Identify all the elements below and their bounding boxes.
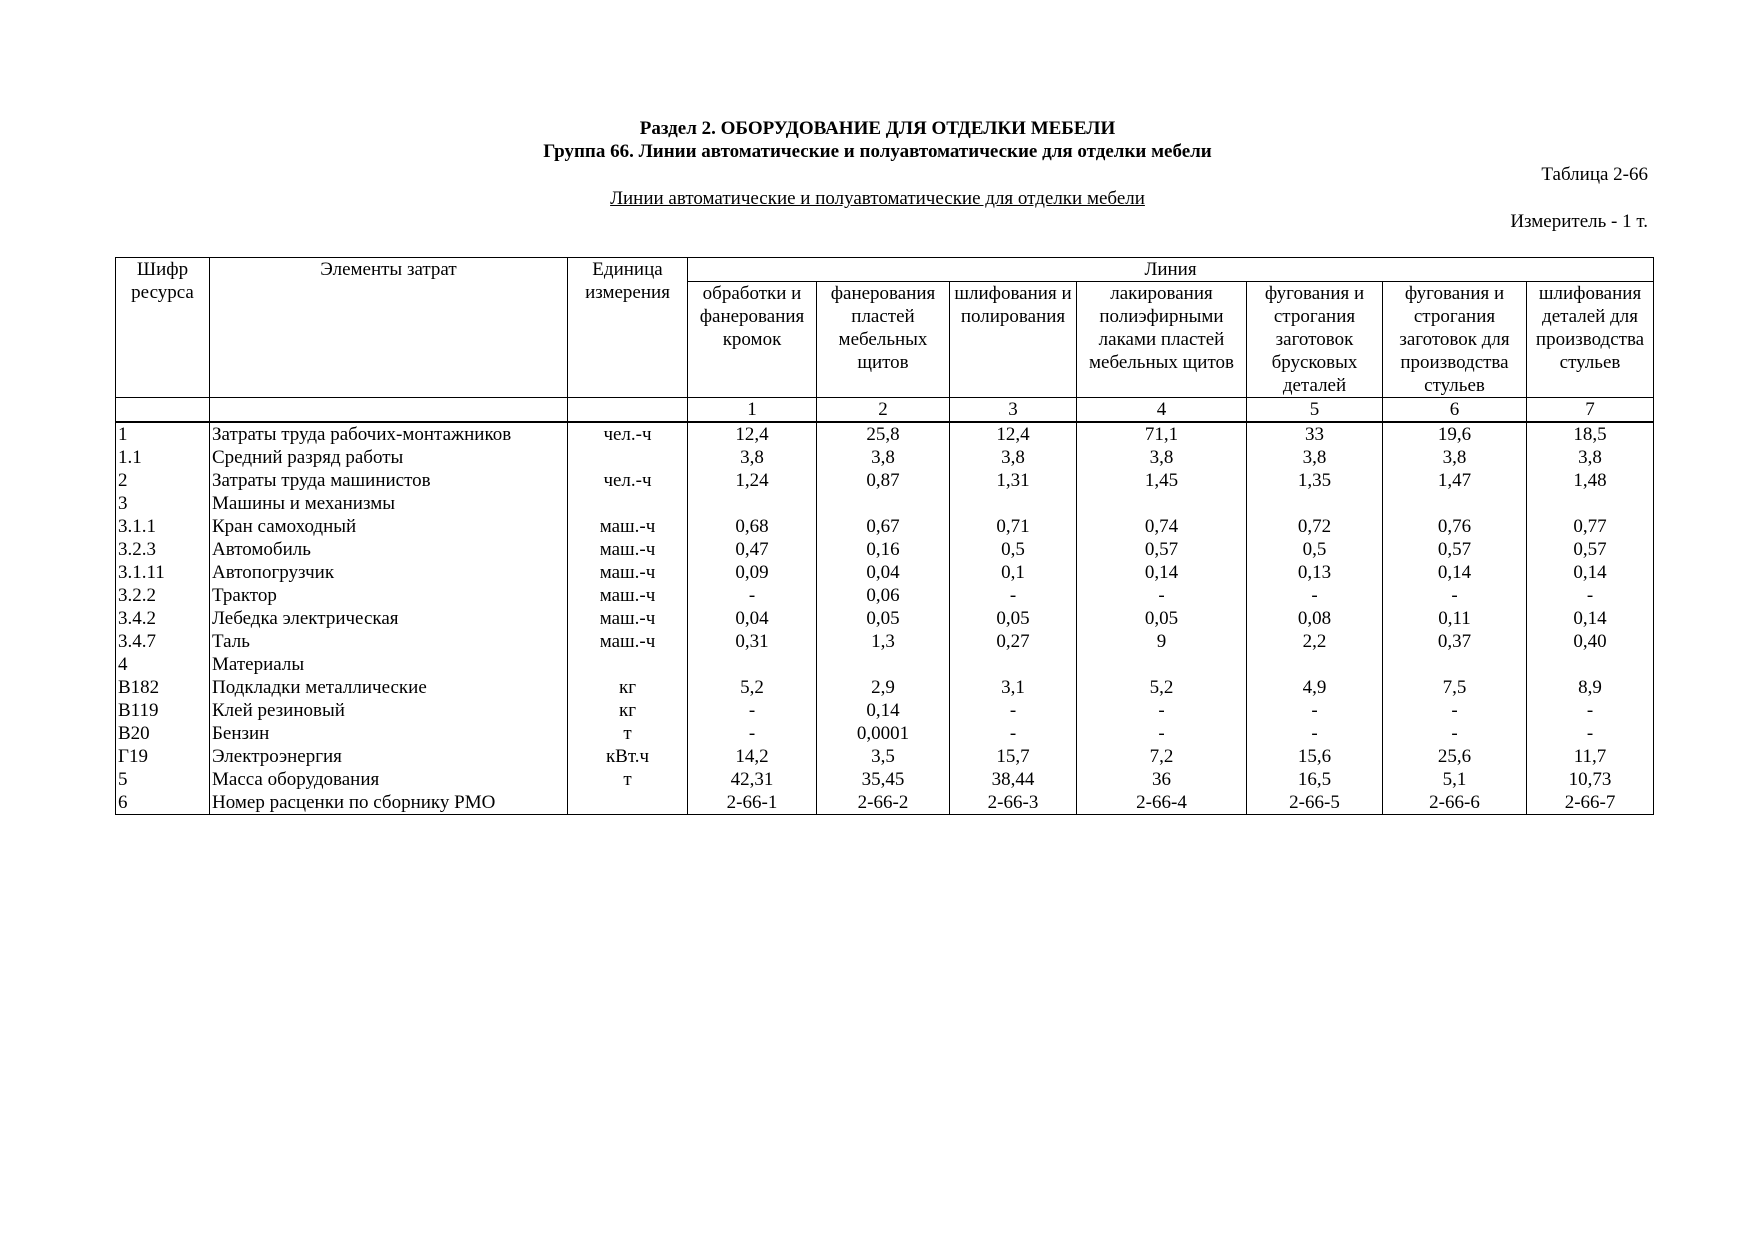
cell-resource-code: 3.4.7	[116, 630, 210, 653]
table-row	[116, 653, 1654, 676]
table-row	[116, 446, 1654, 469]
cell-unit: кВт.ч	[568, 745, 688, 768]
cell-value-line-3: 12,4	[950, 422, 1077, 446]
cell-value-line-6: 2-66-6	[1383, 791, 1527, 815]
table-row	[116, 492, 1654, 515]
cell-unit: т	[568, 722, 688, 745]
cell-value-line-1: 3,8	[688, 446, 817, 469]
cell-value-line-4: 71,1	[1077, 422, 1247, 446]
cell-value-line-4: 7,2	[1077, 745, 1247, 768]
cell-value-line-7: 0,77	[1527, 515, 1654, 538]
cell-value-line-7: 3,8	[1527, 446, 1654, 469]
cell-value-line-7: 10,73	[1527, 768, 1654, 791]
cell-value-line-6: 0,76	[1383, 515, 1527, 538]
cell-value-line-6: 0,37	[1383, 630, 1527, 653]
cell-unit: т	[568, 768, 688, 791]
cell-unit: маш.-ч	[568, 515, 688, 538]
cell-value-line-1: 0,47	[688, 538, 817, 561]
cell-value-line-1: -	[688, 584, 817, 607]
table-row	[116, 676, 1654, 699]
cell-value-line-5: 1,35	[1247, 469, 1383, 492]
table-row	[116, 768, 1654, 791]
cell-value-line-6: 0,11	[1383, 607, 1527, 630]
cell-value-line-5	[1247, 492, 1383, 515]
table-row	[116, 561, 1654, 584]
cell-resource-code: В20	[116, 722, 210, 745]
cell-resource-code: 1.1	[116, 446, 210, 469]
cell-value-line-3: 38,44	[950, 768, 1077, 791]
col-header-line-5: фугования и строгания заготовок брусковых деталей	[1247, 282, 1383, 398]
cell-unit: маш.-ч	[568, 538, 688, 561]
cell-value-line-5: 4,9	[1247, 676, 1383, 699]
cell-value-line-2: 35,45	[817, 768, 950, 791]
cell-resource-code: 3.2.2	[116, 584, 210, 607]
cell-element-name: Таль	[210, 630, 568, 653]
cell-value-line-7: 0,57	[1527, 538, 1654, 561]
measure-unit: Измеритель - 1 т.	[1510, 211, 1648, 232]
cell-value-line-3: 1,31	[950, 469, 1077, 492]
cell-element-name: Бензин	[210, 722, 568, 745]
cell-value-line-3: 3,1	[950, 676, 1077, 699]
cell-value-line-3: -	[950, 722, 1077, 745]
cell-value-line-2: 0,67	[817, 515, 950, 538]
cell-value-line-1: 0,09	[688, 561, 817, 584]
cell-element-name: Лебедка электрическая	[210, 607, 568, 630]
cell-value-line-5: 3,8	[1247, 446, 1383, 469]
cell-resource-code: 4	[116, 653, 210, 676]
cell-value-line-1	[688, 653, 817, 676]
cell-unit: чел.-ч	[568, 469, 688, 492]
table-subtitle: Линии автоматические и полуавтоматические для отделки мебели	[610, 188, 1145, 209]
cell-value-line-1: 0,04	[688, 607, 817, 630]
cell-value-line-7: 2-66-7	[1527, 791, 1654, 815]
cell-value-line-5: 0,5	[1247, 538, 1383, 561]
cell-element-name: Трактор	[210, 584, 568, 607]
cell-resource-code: 6	[116, 791, 210, 815]
cell-value-line-7	[1527, 492, 1654, 515]
cell-value-line-2: 0,0001	[817, 722, 950, 745]
cell-element-name: Машины и механизмы	[210, 492, 568, 515]
cell-value-line-1: 14,2	[688, 745, 817, 768]
table-body	[116, 422, 1654, 815]
cell-resource-code: 1	[116, 422, 210, 446]
cell-value-line-4: -	[1077, 699, 1247, 722]
cell-value-line-2: 0,16	[817, 538, 950, 561]
cell-value-line-6: 0,14	[1383, 561, 1527, 584]
cell-value-line-1	[688, 492, 817, 515]
cell-value-line-7: 0,14	[1527, 561, 1654, 584]
cell-value-line-4: 1,45	[1077, 469, 1247, 492]
cell-value-line-7: 8,9	[1527, 676, 1654, 699]
table-row	[116, 584, 1654, 607]
cell-value-line-6: 1,47	[1383, 469, 1527, 492]
col-header-line-group: Линия	[688, 258, 1654, 282]
cell-value-line-2: 1,3	[817, 630, 950, 653]
col-num-1: 1	[688, 398, 817, 423]
cell-unit	[568, 791, 688, 815]
cell-unit	[568, 492, 688, 515]
cell-element-name: Автопогрузчик	[210, 561, 568, 584]
cell-unit: чел.-ч	[568, 422, 688, 446]
cell-value-line-1: 0,68	[688, 515, 817, 538]
cell-value-line-3: -	[950, 699, 1077, 722]
table-row	[116, 538, 1654, 561]
cell-value-line-4: -	[1077, 584, 1247, 607]
cell-value-line-2: 0,05	[817, 607, 950, 630]
cell-value-line-1: -	[688, 722, 817, 745]
cell-value-line-4	[1077, 492, 1247, 515]
cell-element-name: Подкладки металлические	[210, 676, 568, 699]
cell-value-line-2: 0,87	[817, 469, 950, 492]
cell-value-line-6	[1383, 492, 1527, 515]
cell-resource-code: Г19	[116, 745, 210, 768]
table-row	[116, 699, 1654, 722]
cell-value-line-4: 0,05	[1077, 607, 1247, 630]
table-row	[116, 630, 1654, 653]
cell-value-line-7	[1527, 653, 1654, 676]
cell-value-line-4	[1077, 653, 1247, 676]
cell-value-line-4: 9	[1077, 630, 1247, 653]
cell-value-line-4: 0,74	[1077, 515, 1247, 538]
table-row	[116, 745, 1654, 768]
cell-value-line-6: -	[1383, 584, 1527, 607]
cell-element-name: Клей резиновый	[210, 699, 568, 722]
col-header-line-4: лакирования полиэфирными лаками пластей мебельных щитов	[1077, 282, 1247, 398]
cell-value-line-1: 1,24	[688, 469, 817, 492]
cell-resource-code: 3.1.11	[116, 561, 210, 584]
cell-value-line-3: 0,05	[950, 607, 1077, 630]
col-header-code: Шифр ресурса	[116, 258, 210, 398]
col-num-4: 4	[1077, 398, 1247, 423]
cell-value-line-7: 0,14	[1527, 607, 1654, 630]
cell-unit	[568, 653, 688, 676]
cell-value-line-2: 0,04	[817, 561, 950, 584]
cell-value-line-6: -	[1383, 722, 1527, 745]
col-header-line-3: шлифования и полирования	[950, 282, 1077, 398]
cell-value-line-4: 36	[1077, 768, 1247, 791]
cell-resource-code: 2	[116, 469, 210, 492]
cell-element-name: Масса оборудования	[210, 768, 568, 791]
cell-value-line-5: 0,13	[1247, 561, 1383, 584]
col-header-line-2: фанерования пластей мебельных щитов	[817, 282, 950, 398]
cell-value-line-5	[1247, 653, 1383, 676]
cell-element-name: Кран самоходный	[210, 515, 568, 538]
cell-value-line-3	[950, 492, 1077, 515]
cell-element-name: Затраты труда машинистов	[210, 469, 568, 492]
cell-value-line-3: 0,5	[950, 538, 1077, 561]
table-row	[116, 422, 1654, 446]
table-row	[116, 791, 1654, 815]
cell-value-line-3: 2-66-3	[950, 791, 1077, 815]
cell-resource-code: 3.2.3	[116, 538, 210, 561]
col-num-5: 5	[1247, 398, 1383, 423]
cell-value-line-3: 15,7	[950, 745, 1077, 768]
cell-value-line-1: 42,31	[688, 768, 817, 791]
cell-value-line-4: -	[1077, 722, 1247, 745]
cell-value-line-3: 3,8	[950, 446, 1077, 469]
cell-value-line-6: 7,5	[1383, 676, 1527, 699]
cell-element-name: Материалы	[210, 653, 568, 676]
cell-unit	[568, 446, 688, 469]
cell-element-name: Автомобиль	[210, 538, 568, 561]
col-num-2: 2	[817, 398, 950, 423]
col-num-blank	[116, 398, 210, 423]
cell-value-line-5: 16,5	[1247, 768, 1383, 791]
cell-value-line-2: 0,06	[817, 584, 950, 607]
col-num-6: 6	[1383, 398, 1527, 423]
cell-value-line-6: 3,8	[1383, 446, 1527, 469]
col-header-name: Элементы затрат	[210, 258, 568, 398]
table-row	[116, 515, 1654, 538]
cell-value-line-2	[817, 492, 950, 515]
cell-value-line-5: -	[1247, 584, 1383, 607]
cell-unit: маш.-ч	[568, 630, 688, 653]
cell-value-line-3: 0,27	[950, 630, 1077, 653]
cell-value-line-4: 0,14	[1077, 561, 1247, 584]
col-header-unit: Единица измерения	[568, 258, 688, 398]
table-number: Таблица 2-66	[1541, 164, 1648, 185]
cell-value-line-2: 3,8	[817, 446, 950, 469]
resource-table	[115, 257, 1654, 815]
cell-value-line-6: 0,57	[1383, 538, 1527, 561]
cell-value-line-5: -	[1247, 699, 1383, 722]
col-num-blank	[210, 398, 568, 423]
cell-value-line-2: 0,14	[817, 699, 950, 722]
cell-value-line-6: 19,6	[1383, 422, 1527, 446]
cell-unit: кг	[568, 699, 688, 722]
cell-value-line-4: 2-66-4	[1077, 791, 1247, 815]
section-title: Раздел 2. ОБОРУДОВАНИЕ ДЛЯ ОТДЕЛКИ МЕБЕЛИ	[639, 118, 1116, 139]
cell-value-line-7: 0,40	[1527, 630, 1654, 653]
cell-value-line-7: -	[1527, 722, 1654, 745]
cell-unit: кг	[568, 676, 688, 699]
cell-value-line-7: 1,48	[1527, 469, 1654, 492]
col-header-line-7: шлифования деталей для производства стульев	[1527, 282, 1654, 398]
cell-value-line-5: 33	[1247, 422, 1383, 446]
cell-resource-code: В182	[116, 676, 210, 699]
cell-value-line-2: 2-66-2	[817, 791, 950, 815]
cell-value-line-2: 2,9	[817, 676, 950, 699]
cell-value-line-5: 2-66-5	[1247, 791, 1383, 815]
cell-value-line-3	[950, 653, 1077, 676]
cell-value-line-1: 12,4	[688, 422, 817, 446]
cell-value-line-4: 3,8	[1077, 446, 1247, 469]
cell-value-line-5: 0,72	[1247, 515, 1383, 538]
col-num-3: 3	[950, 398, 1077, 423]
group-title: Группа 66. Линии автоматические и полуавтоматические для отделки мебели	[543, 141, 1212, 162]
col-num-blank	[568, 398, 688, 423]
cell-value-line-2: 3,5	[817, 745, 950, 768]
table-row	[116, 722, 1654, 745]
cell-value-line-1: -	[688, 699, 817, 722]
cell-element-name: Затраты труда рабочих-монтажников	[210, 422, 568, 446]
col-header-line-1: обработки и фанерования кромок	[688, 282, 817, 398]
cell-value-line-1: 0,31	[688, 630, 817, 653]
cell-value-line-1: 2-66-1	[688, 791, 817, 815]
table-row	[116, 607, 1654, 630]
cell-value-line-5: -	[1247, 722, 1383, 745]
cell-value-line-5: 15,6	[1247, 745, 1383, 768]
cell-element-name: Средний разряд работы	[210, 446, 568, 469]
cell-value-line-4: 5,2	[1077, 676, 1247, 699]
cell-resource-code: 3.1.1	[116, 515, 210, 538]
cell-resource-code: В119	[116, 699, 210, 722]
cell-resource-code: 3.4.2	[116, 607, 210, 630]
cell-value-line-7: -	[1527, 699, 1654, 722]
cell-value-line-3: 0,71	[950, 515, 1077, 538]
cell-value-line-6: 25,6	[1383, 745, 1527, 768]
cell-value-line-7: -	[1527, 584, 1654, 607]
table-row	[116, 469, 1654, 492]
col-num-7: 7	[1527, 398, 1654, 423]
cell-value-line-6: -	[1383, 699, 1527, 722]
cell-value-line-6	[1383, 653, 1527, 676]
cell-resource-code: 3	[116, 492, 210, 515]
cell-value-line-4: 0,57	[1077, 538, 1247, 561]
cell-resource-code: 5	[116, 768, 210, 791]
cell-value-line-2	[817, 653, 950, 676]
cell-element-name: Номер расценки по сборнику РМО	[210, 791, 568, 815]
cell-value-line-7: 11,7	[1527, 745, 1654, 768]
cell-unit: маш.-ч	[568, 607, 688, 630]
cell-unit: маш.-ч	[568, 561, 688, 584]
cell-value-line-3: 0,1	[950, 561, 1077, 584]
cell-value-line-7: 18,5	[1527, 422, 1654, 446]
col-header-line-6: фугования и строгания заготовок для производства стульев	[1383, 282, 1527, 398]
cell-value-line-5: 0,08	[1247, 607, 1383, 630]
cell-value-line-6: 5,1	[1383, 768, 1527, 791]
cell-element-name: Электроэнергия	[210, 745, 568, 768]
cell-value-line-3: -	[950, 584, 1077, 607]
cell-value-line-2: 25,8	[817, 422, 950, 446]
cell-value-line-1: 5,2	[688, 676, 817, 699]
cell-value-line-5: 2,2	[1247, 630, 1383, 653]
cell-unit: маш.-ч	[568, 584, 688, 607]
